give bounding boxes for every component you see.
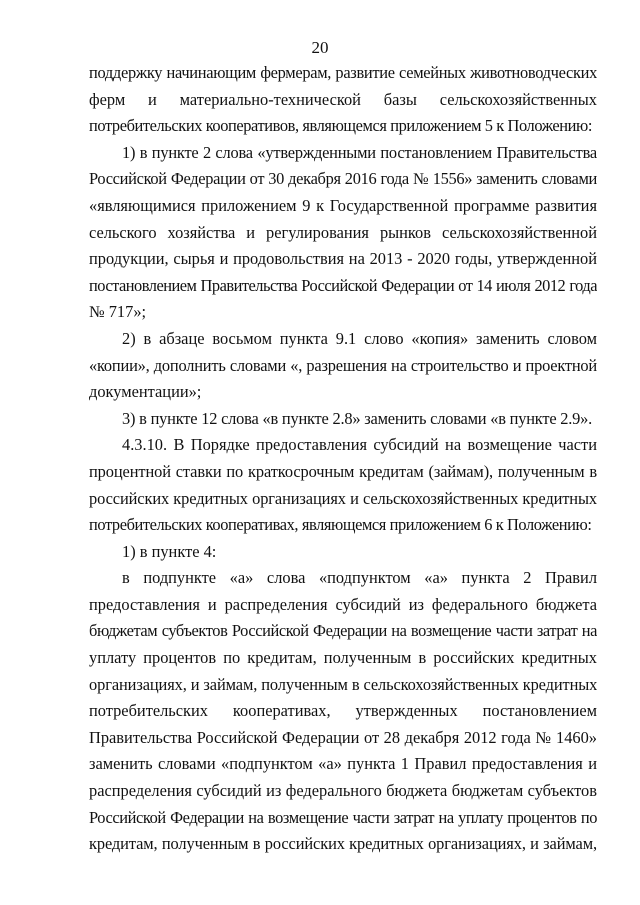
text-line: № 717»; xyxy=(89,302,147,322)
text-line: процентной ставки по краткосрочным кредитам (займам), полученным в xyxy=(89,461,597,481)
text-line: Российской Федерации на возмещение части затрат на уплату процентов по xyxy=(89,807,597,827)
text-line: сельского хозяйства и регулирования рынков сельскохозяйственной xyxy=(89,222,597,242)
text-line: предоставления и распределения субсидий из федерального бюджета xyxy=(89,594,597,614)
text-line: 1) в пункте 2 слова «утвержденными постановлением Правительства xyxy=(122,142,597,162)
text-line: постановлением Правительства Российской Федерации от 14 июля 2012 года xyxy=(89,275,597,295)
page-number: 20 xyxy=(311,38,329,57)
text-line: продукции, сырья и продовольствия на 2013 - 2020 годы, утвержденной xyxy=(89,249,597,269)
text-line: российских кредитных организациях и сельскохозяйственных кредитных xyxy=(89,488,597,508)
text-line: ферм и материально-технической базы сельскохозяйственных xyxy=(89,89,597,109)
text-line: Российской Федерации от 30 декабря 2016 года № 1556» заменить словами xyxy=(89,169,597,189)
text-line: «являющимися приложением 9 к Государственной программе развития xyxy=(89,195,597,215)
text-line: потребительских кооперативах, являющемся приложением 6 к Положению: xyxy=(89,515,592,535)
text-line: кредитам, полученным в российских кредитных организациях, и займам, xyxy=(89,834,597,854)
text-line: потребительских кооперативов, являющемся приложением 5 к Положению: xyxy=(89,116,593,136)
text-line: организациях, и займам, полученным в сельскохозяйственных кредитных xyxy=(89,674,597,694)
text-line: «копии», дополнить словами «, разрешения на строительство и проектной xyxy=(89,355,597,375)
text-line: Правительства Российской Федерации от 28 декабря 2012 года № 1460» xyxy=(89,727,597,747)
text-line: распределения субсидий из федерального бюджета бюджетам субъектов xyxy=(89,781,597,801)
text-line: 3) в пункте 12 слова «в пункте 2.8» заменить словами «в пункте 2.9». xyxy=(122,408,593,428)
text-line: в подпункте «а» слова «подпунктом «а» пункта 2 Правил xyxy=(122,568,597,588)
text-line: 1) в пункте 4: xyxy=(122,541,217,561)
text-line: документации»; xyxy=(89,382,202,402)
text-line: 2) в абзаце восьмом пункта 9.1 слово «копия» заменить словом xyxy=(122,328,597,348)
text-line: уплату процентов по кредитам, полученным в российских кредитных xyxy=(89,648,597,668)
text-line: поддержку начинающим фермерам, развитие семейных животноводческих xyxy=(89,63,597,82)
text-line: потребительских кооперативах, утвержденных постановлением xyxy=(89,701,597,721)
text-line: 4.3.10. В Порядке предоставления субсидий на возмещение части xyxy=(122,435,597,455)
document-body xyxy=(89,60,597,858)
text-line: бюджетам субъектов Российской Федерации на возмещение части затрат на xyxy=(89,621,597,641)
text-line: заменить словами «подпунктом «а» пункта 1 Правил предоставления и xyxy=(89,754,597,774)
